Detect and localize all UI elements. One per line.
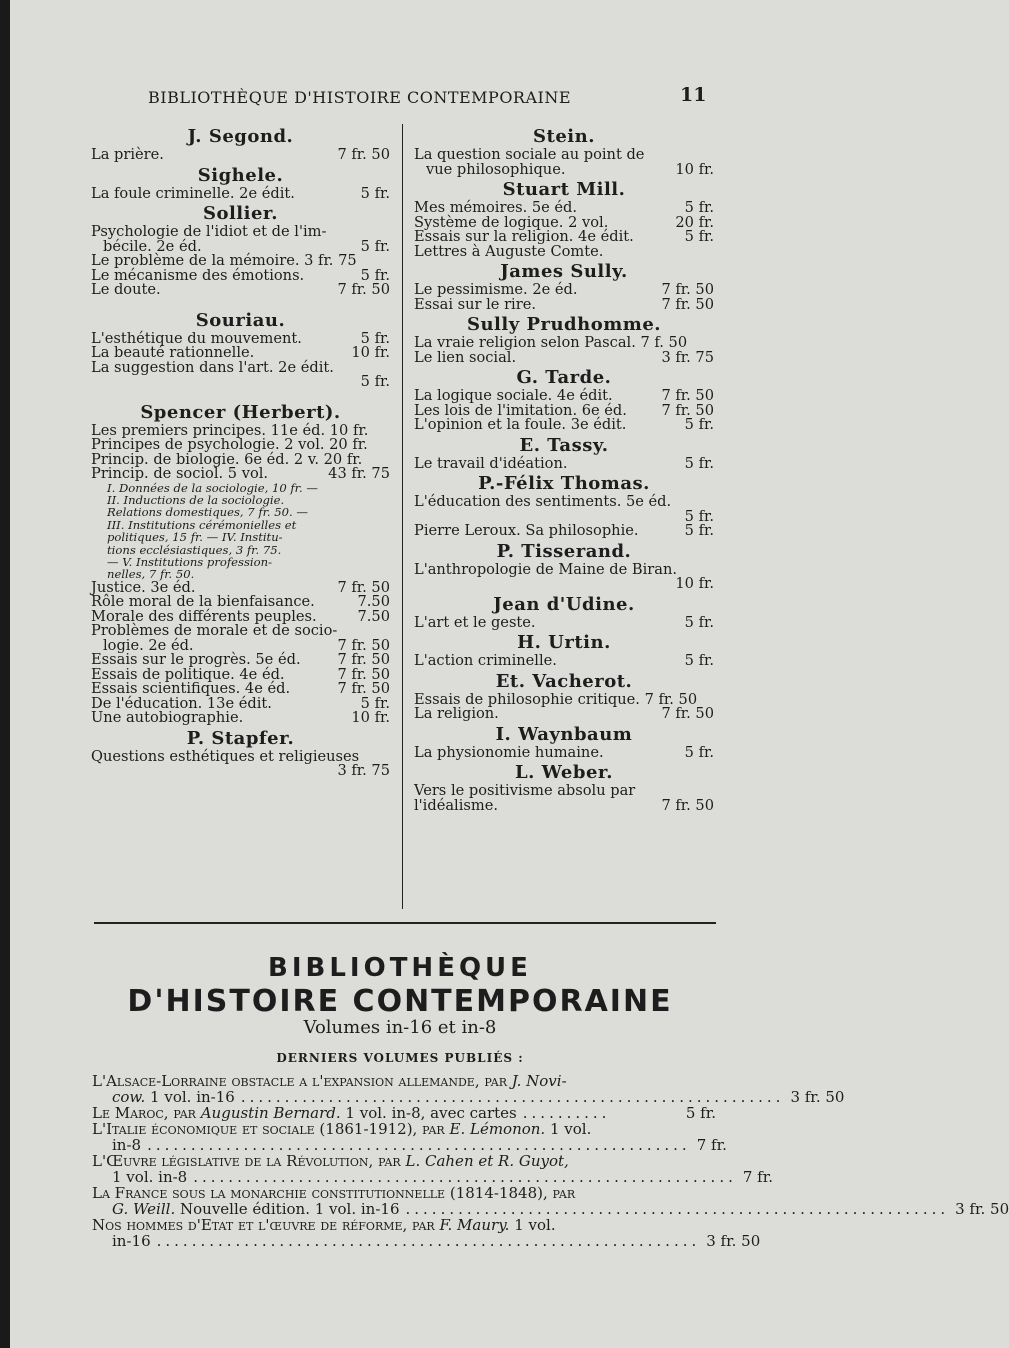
book-price: 7 fr. 50 bbox=[337, 680, 390, 698]
book-title: La question sociale au point de bbox=[414, 146, 645, 163]
book-price: 7 fr. 50 bbox=[337, 665, 390, 683]
author-heading: Souriau. bbox=[195, 309, 286, 331]
book-title: Nos hommes d'Etat et l'œuvre de réforme, par bbox=[92, 1216, 435, 1234]
author-heading: P. Tisserand. bbox=[496, 540, 632, 562]
book-author: cow. bbox=[112, 1088, 146, 1106]
book-title: L'Alsace-Lorraine obstacle a l'expansion allemande, par bbox=[92, 1072, 507, 1090]
book-entry bbox=[414, 560, 714, 578]
book-price: 7 fr. bbox=[696, 1136, 727, 1154]
book-title: Le lien social. bbox=[414, 348, 517, 366]
recent-books-list bbox=[92, 1072, 1009, 1250]
page-binding-edge bbox=[0, 0, 10, 1348]
author-heading: P.-Félix Thomas. bbox=[478, 473, 650, 494]
book-price: 7 fr. 50 bbox=[337, 281, 390, 298]
book-title: Pierre Leroux. Sa philosophie. bbox=[414, 522, 639, 539]
book-price: 3 fr. 75 bbox=[337, 762, 390, 780]
note-line: nelles, 7 fr. 50. bbox=[107, 567, 195, 582]
book-title: Rôle moral de la bienfaisance. bbox=[91, 593, 315, 611]
book-entry bbox=[414, 295, 714, 313]
book-title: Le pessimisme. 2e éd. bbox=[414, 281, 578, 298]
book-entry bbox=[91, 148, 390, 163]
book-author: J. Novi- bbox=[511, 1072, 567, 1090]
author-heading: Stein. bbox=[533, 126, 595, 147]
volume-notes bbox=[91, 482, 390, 581]
book-title: L'art et le geste. bbox=[414, 613, 536, 631]
book-price: 7 fr. 50 bbox=[337, 146, 390, 163]
author-heading: G. Tarde. bbox=[516, 367, 612, 388]
book-price: 7 fr. bbox=[742, 1168, 774, 1186]
book-entry bbox=[414, 418, 714, 433]
list-item: L'Italie économique et sociale (1861-1912), par E. Lémonon. 1 vol. in-8 .............................................................. 7 fr. bbox=[92, 1120, 727, 1154]
book-price: 3 fr. 50 bbox=[955, 1200, 1009, 1218]
note-line: III. Institutions cérémonielles et bbox=[107, 517, 297, 532]
book-title: L'éducation des sentiments. 5e éd. bbox=[414, 493, 672, 510]
recent-volumes-heading: DERNIERS VOLUMES PUBLIÉS : bbox=[276, 1051, 524, 1065]
book-author: G. Weill. bbox=[112, 1200, 176, 1218]
book-entry bbox=[91, 467, 390, 482]
book-title: Essais de philosophie critique. 7 fr. 50 bbox=[414, 690, 698, 708]
book-price: 7 fr. 50 bbox=[661, 796, 714, 814]
book-entry bbox=[91, 358, 390, 376]
book-author: F. Maury. bbox=[439, 1216, 510, 1234]
column-divider bbox=[402, 124, 403, 909]
book-title: La physionomie humaine. bbox=[414, 743, 604, 761]
book-title: L'opinion et la foule. 3e édit. bbox=[414, 416, 627, 433]
book-format: in-8 bbox=[112, 1136, 142, 1154]
author-heading: J. Segond. bbox=[187, 126, 294, 147]
note-line: I. Données de la sociologie, 10 fr. — bbox=[107, 480, 318, 495]
book-price: 3 fr. 75 bbox=[661, 348, 714, 366]
note-line: II. Inductions de la sociologie. bbox=[107, 492, 285, 507]
section-divider bbox=[94, 922, 716, 924]
book-title: Les lois de l'imitation. 6e éd. bbox=[414, 401, 627, 419]
book-title: La suggestion dans l'art. 2e édit. bbox=[91, 358, 334, 376]
book-title: Une autobiographie. bbox=[91, 709, 244, 727]
book-price: 7 fr. 50 bbox=[661, 295, 714, 313]
note-line: Relations domestiques, 7 fr. 50. — bbox=[107, 505, 309, 520]
page-number: 11 bbox=[680, 84, 707, 106]
book-entry bbox=[91, 283, 390, 298]
author-heading: L. Weber. bbox=[514, 762, 614, 783]
book-price: 10 fr. bbox=[351, 344, 390, 361]
book-entry bbox=[414, 654, 714, 669]
list-item: L'Alsace-Lorraine obstacle a l'expansion allemande, par J. Novi- cow. 1 vol. in-16 .............................................................. 3 fr. 50 bbox=[92, 1072, 845, 1106]
book-format: 1 vol. in-8, avec cartes bbox=[345, 1104, 517, 1122]
book-price: 7 fr. 50 bbox=[337, 636, 390, 654]
book-price: 7 fr. 50 bbox=[661, 281, 714, 298]
book-title: Mes mémoires. 5e éd. bbox=[414, 199, 578, 216]
book-price: 3 fr. 50 bbox=[706, 1232, 761, 1250]
note-line: tions ecclésiastiques, 3 fr. 75. bbox=[107, 542, 282, 557]
book-entry bbox=[414, 707, 714, 722]
book-entry bbox=[414, 743, 714, 761]
book-title: La logique sociale. 4e édit. bbox=[414, 387, 613, 404]
book-price: 43 fr. 75 bbox=[328, 465, 390, 482]
book-title: Morale des différents peuples. bbox=[91, 607, 317, 625]
book-price: 5 fr. bbox=[684, 613, 714, 631]
book-price: 20 fr. bbox=[675, 213, 714, 231]
author-heading: James Sully. bbox=[500, 261, 628, 282]
book-title: Lettres à Auguste Comte. bbox=[414, 242, 604, 260]
section-title: D'HISTOIRE CONTEMPORAINE bbox=[127, 984, 673, 1019]
book-entry bbox=[414, 348, 714, 366]
book-title: Essais sur le progrès. 5e éd. bbox=[91, 651, 301, 669]
book-title: Essais scientifiques. 4e éd. bbox=[91, 680, 291, 698]
book-title: Questions esthétiques et religieuses bbox=[91, 747, 360, 765]
book-entry bbox=[414, 160, 714, 178]
book-price: 7.50 bbox=[357, 593, 390, 611]
author-heading: Sighele. bbox=[197, 164, 284, 186]
section-title: BIBLIOTHÈQUE bbox=[268, 953, 532, 983]
book-title: Système de logique. 2 vol. bbox=[414, 213, 609, 231]
book-price: 5 fr. bbox=[360, 373, 390, 390]
book-format: 1 vol. bbox=[514, 1216, 556, 1234]
book-entry bbox=[414, 524, 714, 539]
book-price: 10 fr. bbox=[675, 160, 714, 178]
book-price: 7 fr. 50 bbox=[661, 705, 714, 722]
book-title: L'esthétique du mouvement. bbox=[91, 329, 302, 347]
running-header: BIBLIOTHÈQUE D'HISTOIRE CONTEMPORAINE bbox=[148, 88, 572, 107]
book-price: 5 fr. bbox=[684, 652, 714, 669]
book-format: Nouvelle édition. 1 vol. in-16 bbox=[180, 1200, 400, 1218]
author-heading: Jean d'Udine. bbox=[493, 593, 635, 615]
author-heading: Sollier. bbox=[202, 203, 279, 224]
book-price: 7.50 bbox=[357, 607, 390, 625]
book-price: 7 fr. 50 bbox=[661, 401, 714, 419]
book-price: 5 fr. bbox=[360, 237, 390, 255]
book-title: Le Maroc, par bbox=[92, 1104, 196, 1122]
book-price: 5 fr. bbox=[684, 522, 714, 539]
author-heading: H. Urtin. bbox=[517, 632, 611, 653]
book-title: Le doute. bbox=[91, 281, 161, 298]
book-price: 7 fr. 50 bbox=[337, 651, 390, 669]
book-title: L'anthropologie de Maine de Biran. bbox=[414, 560, 678, 578]
book-entry bbox=[414, 242, 714, 260]
book-author: E. Lémonon. bbox=[449, 1120, 546, 1138]
book-title: La religion. bbox=[414, 705, 499, 722]
book-title: L'action criminelle. bbox=[414, 652, 557, 669]
book-price: 10 fr. bbox=[351, 709, 390, 727]
book-format: 1 vol. in-16 bbox=[150, 1088, 235, 1106]
book-title: Le mécanisme des émotions. bbox=[91, 266, 305, 284]
book-entry bbox=[414, 796, 714, 814]
book-format: 1 vol. in-8 bbox=[112, 1168, 188, 1186]
book-price: 5 fr. bbox=[360, 329, 390, 347]
book-title: Justice. 3e éd. bbox=[91, 578, 196, 596]
book-price: 5 fr. bbox=[685, 1104, 716, 1122]
book-format: in-16 bbox=[112, 1232, 151, 1250]
book-entry bbox=[91, 184, 390, 202]
right-column bbox=[414, 124, 714, 813]
book-price: 5 fr. bbox=[360, 184, 390, 202]
book-title: Princip. de sociol. 5 vol. bbox=[91, 465, 269, 482]
book-price: 3 fr. 50 bbox=[790, 1088, 845, 1106]
author-heading: Sully Prudhomme. bbox=[466, 314, 662, 335]
book-title: Psychologie de l'idiot et de l'im- bbox=[91, 223, 327, 240]
note-line: — V. Institutions profession- bbox=[107, 554, 273, 569]
book-format: 1 vol. bbox=[549, 1120, 592, 1138]
book-title: Les premiers principes. 11e éd. 10 fr. bbox=[91, 421, 369, 439]
book-author: L. Cahen et R. Guyot, bbox=[405, 1152, 569, 1170]
book-price: 5 fr. bbox=[684, 199, 714, 216]
book-title: Principes de psychologie. 2 vol. 20 fr. bbox=[91, 436, 368, 453]
book-title: Essai sur le rire. bbox=[414, 295, 536, 313]
author-heading: Spencer (Herbert). bbox=[140, 401, 341, 423]
book-price: 5 fr. bbox=[684, 507, 714, 525]
author-heading: P. Stapfer. bbox=[186, 727, 295, 749]
book-title: L'Œuvre législative de la Révolution, par bbox=[92, 1152, 401, 1170]
book-price: 5 fr. bbox=[684, 743, 714, 761]
book-title: Vers le positivisme absolu par bbox=[414, 782, 636, 799]
section-subtitle: Volumes in-16 et in-8 bbox=[303, 1017, 497, 1038]
book-title: La foule criminelle. 2e édit. bbox=[91, 184, 295, 202]
book-title: logie. 2e éd. bbox=[103, 636, 194, 654]
book-price: 5 fr. bbox=[360, 694, 390, 712]
book-entry bbox=[414, 613, 714, 631]
book-title: La prière. bbox=[91, 146, 164, 163]
book-title: La France sous la monarchie constitutionnelle (1814-1848), par bbox=[92, 1184, 576, 1202]
list-item: La France sous la monarchie constitutionnelle (1814-1848), par G. Weill. Nouvelle édition. 1 vol. in-16 .............................................................. 3 fr. 50 bbox=[92, 1184, 1009, 1218]
list-item: L'Œuvre législative de la Révolution, par L. Cahen et R. Guyot, 1 vol. in-8 .............................................................. 7 fr. bbox=[92, 1152, 774, 1186]
book-title: La vraie religion selon Pascal. 7 f. 50 bbox=[414, 334, 688, 351]
book-title: Le problème de la mémoire. 3 fr. 75 bbox=[91, 252, 357, 269]
book-price: 7 fr. 50 bbox=[661, 387, 714, 404]
book-entry bbox=[414, 454, 714, 472]
author-heading: Stuart Mill. bbox=[502, 179, 626, 200]
book-entry bbox=[414, 495, 714, 510]
book-title: l'idéalisme. bbox=[414, 796, 498, 814]
book-price: 5 fr. bbox=[360, 266, 390, 284]
book-title: De l'éducation. 13e édit. bbox=[91, 694, 272, 712]
book-title: La beauté rationnelle. bbox=[91, 344, 255, 361]
author-heading: Et. Vacherot. bbox=[495, 670, 633, 692]
book-title: Princip. de biologie. 6e éd. 2 v. 20 fr. bbox=[91, 450, 363, 468]
book-title: L'Italie économique et sociale (1861-1912), par bbox=[92, 1120, 445, 1138]
book-price: 5 fr. bbox=[684, 416, 714, 433]
book-title: bécile. 2e éd. bbox=[103, 237, 202, 255]
note-line: politiques, 15 fr. — IV. Institu- bbox=[107, 530, 283, 545]
author-heading: I. Waynbaum bbox=[495, 723, 633, 745]
author-heading: E. Tassy. bbox=[519, 434, 609, 456]
list-item: Le Maroc, par Augustin Bernard. 1 vol. in-8, avec cartes .......... 5 fr. bbox=[92, 1104, 716, 1122]
left-column bbox=[91, 124, 390, 779]
book-price: 7 fr. 50 bbox=[337, 578, 390, 596]
book-title: Problèmes de morale et de socio- bbox=[91, 622, 338, 640]
book-price: 5 fr. bbox=[684, 454, 714, 472]
book-author: Augustin Bernard. bbox=[200, 1104, 341, 1122]
list-item: Nos hommes d'Etat et l'œuvre de réforme, par F. Maury. 1 vol. in-16 .............................................................. 3 fr. 50 bbox=[92, 1216, 761, 1250]
book-title: Essais de politique. 4e éd. bbox=[91, 665, 285, 683]
book-title: vue philosophique. bbox=[426, 160, 566, 178]
book-title: Essais sur la religion. 4e édit. bbox=[414, 228, 634, 245]
book-entry bbox=[91, 711, 390, 726]
book-title: Le travail d'idéation. bbox=[414, 454, 568, 472]
book-price: 5 fr. bbox=[684, 228, 714, 245]
book-price: 10 fr. bbox=[675, 575, 714, 592]
